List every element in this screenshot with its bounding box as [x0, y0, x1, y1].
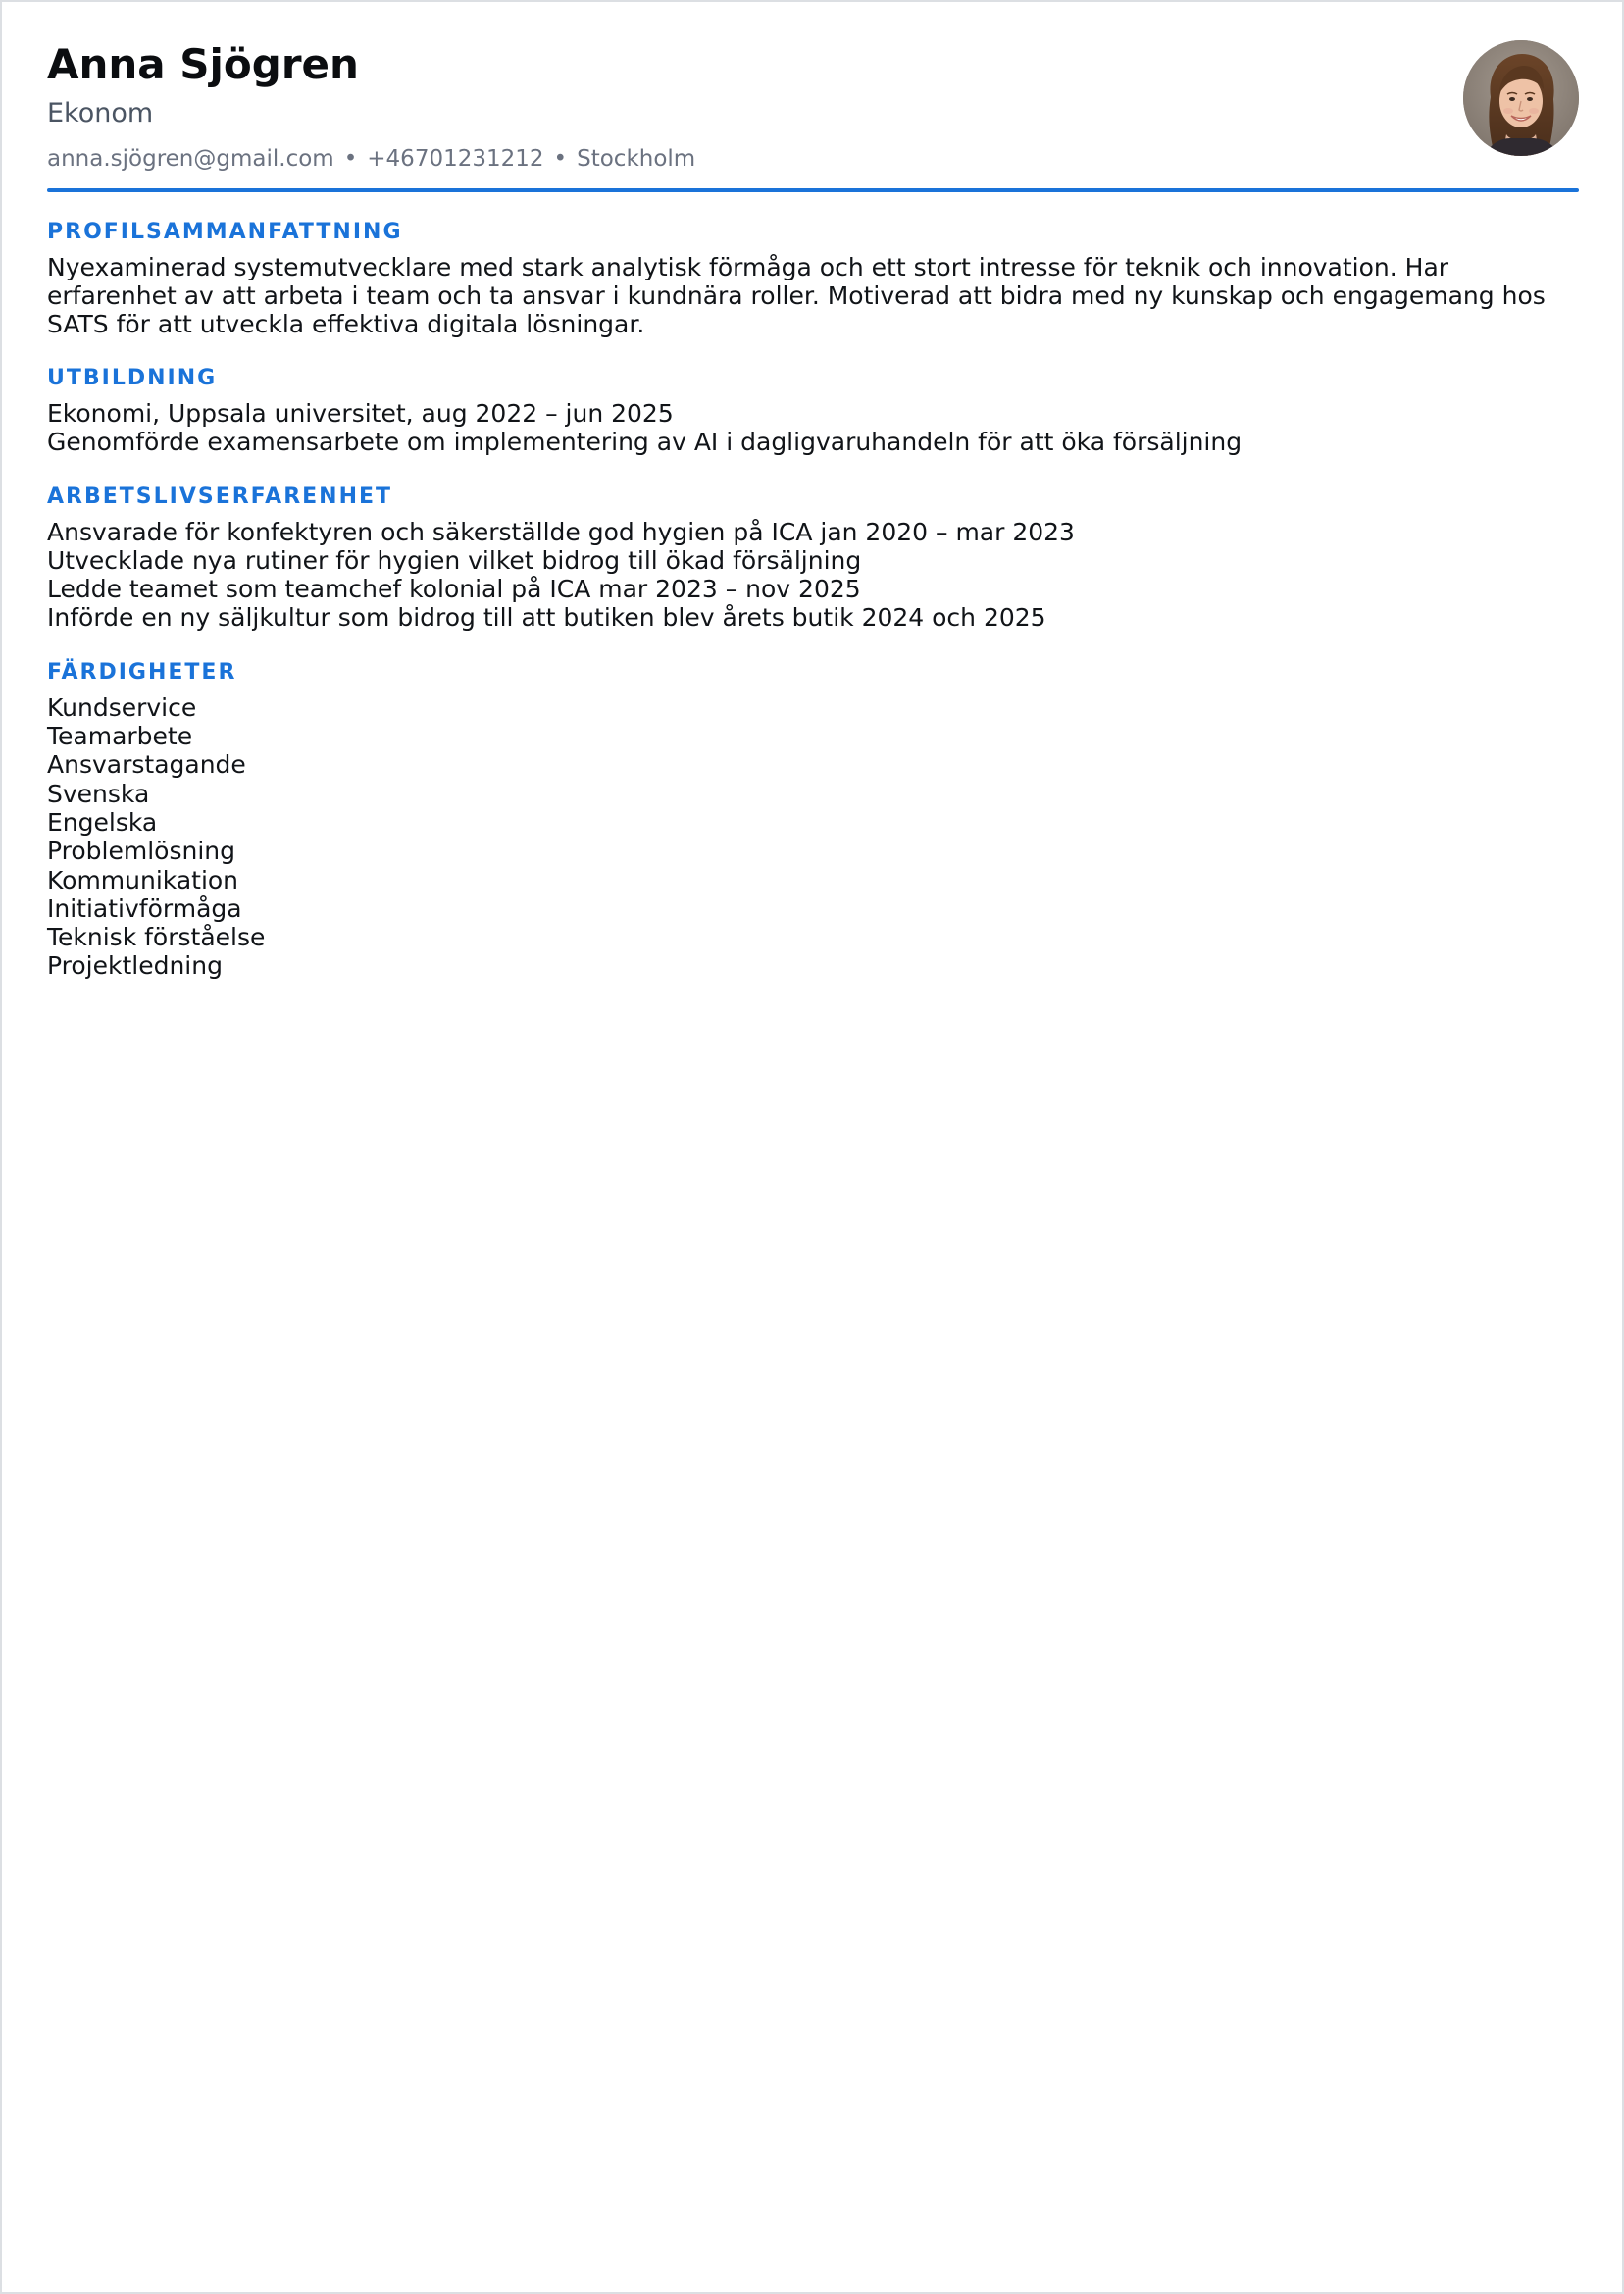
resume-header — [47, 37, 1579, 186]
avatar — [1463, 40, 1579, 156]
skill-item: Teamarbete — [47, 722, 193, 751]
section-profile — [47, 218, 1579, 338]
section-skills — [47, 658, 1579, 981]
contact-line — [47, 143, 1579, 175]
resume-content — [47, 37, 1579, 981]
contact-location: Stockholm — [577, 146, 696, 172]
contact-email[interactable]: anna.sjögren@gmail.com — [47, 146, 334, 172]
skill-item: Svenska — [47, 779, 150, 808]
skill-item: Kundservice — [47, 692, 197, 722]
experience-line: Ansvarade för konfektyren och säkerställde god hygien på ICA jan 2020 – mar 2023 — [47, 517, 1075, 546]
section-education — [47, 364, 1579, 457]
contact-phone[interactable]: +46701231212 — [367, 146, 544, 172]
header-divider — [47, 188, 1579, 192]
experience-line: Införde en ny säljkultur som bidrog till att butiken blev årets butik 2024 och 2025 — [47, 603, 1046, 633]
section-heading-profile: PROFILSAMMANFATTNING — [47, 220, 403, 244]
profile-summary: Nyexaminerad systemutvecklare med stark analytisk förmåga och ett stort intresse för teknik och innovation. Har erfarenhet av att arbeta i team och ta ansvar i kundnära roller. Motiverad att bidra med ny kunskap och engagemang hos SATS för att utveckla effektiva digitala lösningar. — [47, 253, 1546, 338]
experience-line: Utvecklade nya rutiner för hygien vilket bidrog till ökad försäljning — [47, 545, 862, 575]
section-heading-experience: ARBETSLIVSERFARENHET — [47, 484, 393, 509]
skill-item: Kommunikation — [47, 865, 239, 894]
skill-item: Ansvarstagande — [47, 750, 246, 780]
skill-item: Projektledning — [47, 951, 223, 981]
person-photo-icon — [1463, 40, 1579, 156]
section-heading-education: UTBILDNING — [47, 366, 218, 390]
section-experience — [47, 483, 1579, 633]
skill-item: Engelska — [47, 807, 158, 837]
candidate-title: Ekonom — [47, 98, 154, 128]
experience-line: Ledde teamet som teamchef kolonial på ICA mar 2023 – nov 2025 — [47, 575, 861, 604]
education-line: Genomförde examensarbete om implementering av AI i dagligvaruhandeln för att öka försäljning — [47, 428, 1243, 457]
contact-separator: • — [553, 146, 568, 172]
skill-item: Problemlösning — [47, 837, 235, 866]
section-heading-skills: FÄRDIGHETER — [47, 659, 237, 685]
candidate-name: Anna Sjögren — [47, 40, 359, 88]
contact-separator: • — [343, 146, 358, 172]
skill-item: Initiativförmåga — [47, 893, 242, 923]
education-line: Ekonomi, Uppsala universitet, aug 2022 – jun 2025 — [47, 399, 674, 428]
skill-item: Teknisk förståelse — [47, 923, 266, 952]
